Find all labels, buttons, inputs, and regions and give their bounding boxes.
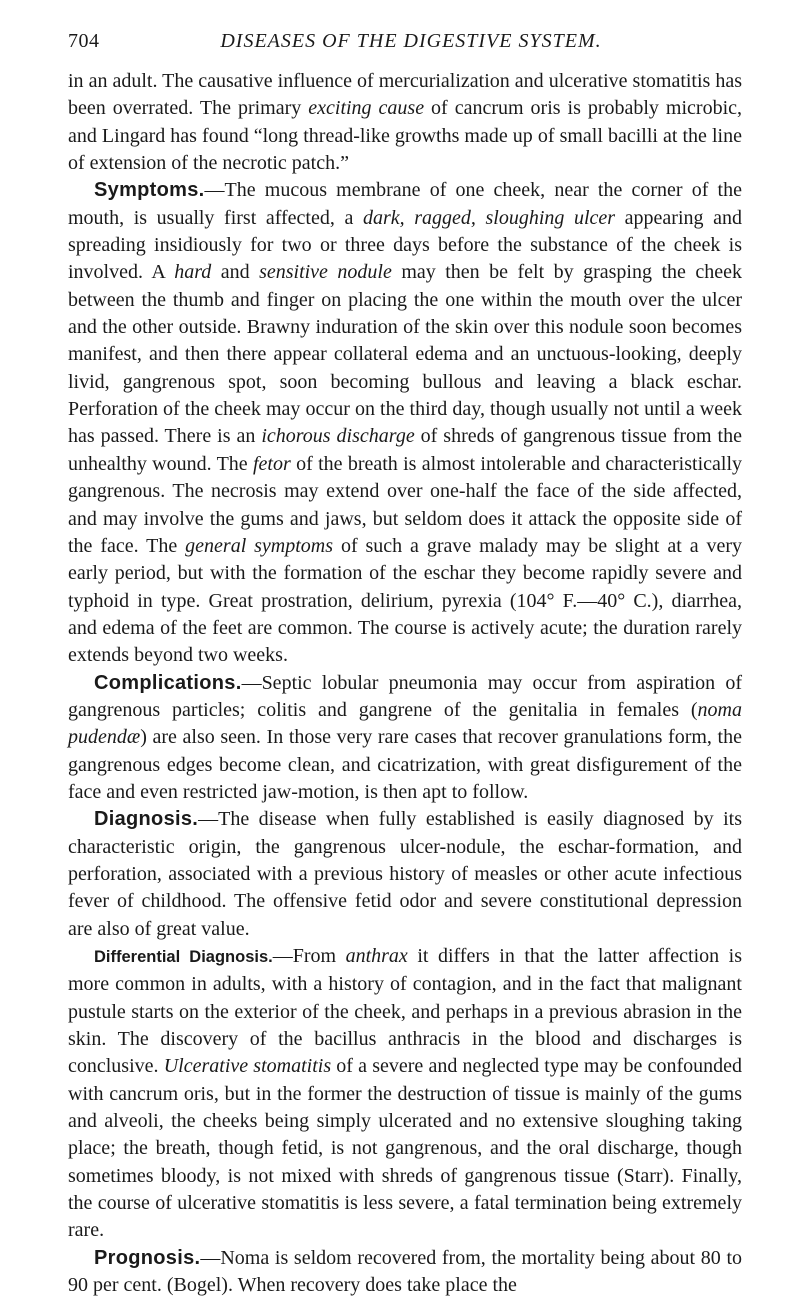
subsection-heading-differential-diagnosis: Differential Diagnosis. — [94, 948, 273, 966]
paragraph-cancrum-oris-cause: in an adult. The causative influence of mercurialization and ulcerative stomatitis has been overrated. The primary exciting cause of cancrum oris is probably microbic, and Lingard has found “long thread-like growths made up of small bacilli at the line of extension of the necrotic patch.” — [68, 70, 743, 175]
emphasis-exciting-cause: exciting cause — [308, 97, 425, 120]
section-heading-complications: Complications. — [94, 671, 242, 694]
running-head — [68, 0, 742, 62]
paragraph-diagnosis: Diagnosis.—The disease when fully established is easily diagnosed by its characteristic origin, the gangrenous ulcer-nodule, the eschar-formation, and perforation, associated with a previous history of measles or other acute infectious fever of childhood. The offensive fetid odor and severe constitutional depression are also of great value. — [68, 808, 742, 940]
section-heading-diagnosis: Diagnosis. — [94, 808, 199, 831]
page-number: 704 — [68, 30, 100, 52]
paragraph-prognosis: Prognosis.—Noma is seldom recovered from, the mortality being about 80 to 90 per cent. (Bogel). When recovery does take place the — [68, 1246, 742, 1297]
paragraph-symptoms: Symptoms.—The mucous membrane of one cheek, near the corner of the mouth, is usually first affected, a dark, ragged, sloughing ulcer appearing and spreading insidiously for two or three days before the substance of the cheek is involved. A hard and sensitive nodule may then be felt by grasping the cheek between the thumb and finger on placing the one within the mouth over the ulcer and the other outside. Brawny induration of the skin over this nodule soon becomes manifest, and then there appear collateral edema and an unctuous-looking, deeply livid, gangrenous spot, soon becoming bullous and leaving a black eschar. Perforation of the cheek may occur on the third day, though usually not until a week has passed. There is an ichorous discharge of shreds of gangrenous tissue from the unhealthy wound. The fetor of the breath is almost intolerable and characteristically gangrenous. The necrosis may extend over one-half the face of the side affected, and may involve the gums and jaws, but seldom does it attack the opposite side of the face. The general symptoms of such a grave malady may be slight at a very early period, but with the formation of the eschar they become rapidly severe and typhoid in type. Great prostration, delirium, pyrexia (104° F.—40° C.), diarrhea, and edema of the feet are common. The course is actively acute; the duration rarely extends beyond two weeks. — [68, 179, 743, 667]
section-heading-symptoms: Symptoms. — [94, 179, 205, 202]
running-title: DISEASES OF THE DIGESTIVE SYSTEM. — [220, 30, 602, 52]
paragraph-complications: Complications.—Septic lobular pneumonia may occur from aspiration of gangrenous particles; colitis and gangrene of the genitalia in females (noma pudendæ) are also seen. In those very rare cases that recover granulations form, the gangrenous edges become clean, and cicatrization, with great disfigurement of the face and even restricted jaw-motion, is then apt to follow. — [68, 671, 742, 803]
paragraph-differential-diagnosis: Differential Diagnosis.—From anthrax it differs in that the latter affection is more common in adults, with a history of contagion, and in the fact that malignant pustule starts on the exterior of the cheek, and perhaps in a previous abrasion in the skin. The discovery of the bacillus anthracis in the blood and discharges is conclusive. Ulcerative stomatitis of a severe and neglected type may be confounded with cancrum oris, but in the former the destruction of tissue is mainly of the gums and alveoli, the cheeks being simply ulcerated and no extensive sloughing taking place; the breath, though fetid, is not gangrenous, and the oral discharge, though sometimes bloody, is not mixed with shreds of gangrenous tissue (Starr). Finally, the course of ulcerative stomatitis is less severe, a fatal termination being extremely rare. — [68, 945, 743, 1242]
section-heading-prognosis: Prognosis. — [94, 1246, 201, 1269]
body-text — [68, 68, 742, 1299]
